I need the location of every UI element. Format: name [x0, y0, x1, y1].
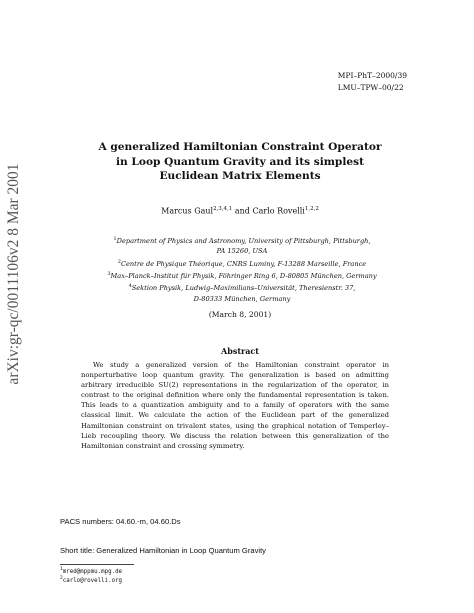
- report-number: MPI–PhT–2000/39: [337, 71, 407, 80]
- footnote-email[interactable]: carlo@rovelli.org: [62, 577, 123, 584]
- author-connector: and: [234, 206, 250, 216]
- affiliation-line: Max–Planck–Institut für Physik, Föhringer Ring 6, D-80805 München, Germany: [110, 272, 377, 281]
- affiliation-line: D-80333 München, Germany: [193, 294, 291, 303]
- title-line: Euclidean Matrix Elements: [159, 170, 321, 182]
- author-line: [60, 206, 420, 216]
- abstract-text: We study a generalized version of the Hamiltonian constraint operator in nonperturbative loop quantum gravity. The generalization is based on admitting arbitrary irreducible SU(2) representations in the regularization of the operator, in contrast to the original definition where only the fundamental representation is taken. This leads to a quantization ambiguity and to a family of operators with the same classical limit. We calculate the action of the Euclidean part of the generalized Hamiltonian constraint on trivalent states, using the graphical notation of Temperley–Lieb recoupling theory. We discuss the relation between this generalization of the Hamiltonian constraint and crossing symmetry.: [81, 361, 389, 450]
- report-number: LMU–TPW–00/22: [337, 82, 404, 92]
- footnote: [60, 576, 122, 584]
- author-name: Carlo Rovelli: [252, 206, 305, 216]
- footnote-mark: 1: [60, 567, 63, 572]
- affiliation: [92, 269, 392, 281]
- affiliation-line: Department of Physics and Astronomy, University of Pittsburgh, Pittsburgh,: [116, 237, 371, 246]
- author-affil-marks: 2,3,4,1: [213, 206, 233, 212]
- affiliation: [92, 234, 392, 246]
- author-name: Marcus Gaul: [161, 206, 214, 216]
- affiliation-line: PA 15260, USA: [216, 247, 268, 256]
- affiliation: [92, 257, 392, 269]
- report-numbers: [338, 70, 407, 93]
- title-line: in Loop Quantum Gravity and its simplest: [116, 155, 364, 168]
- footnote-mark: 2: [60, 576, 63, 581]
- footnote: [60, 567, 122, 575]
- affiliation: [92, 281, 392, 293]
- author-affil-marks: 1,2,2: [304, 206, 319, 212]
- short-title: Short title: Generalized Hamiltonian in Loop Quantum Gravity: [60, 546, 266, 555]
- footnote-email[interactable]: mred@mppmu.mpg.de: [62, 568, 123, 575]
- paper-date: (March 8, 2001): [208, 310, 272, 319]
- affiliation-line: Centre de Physique Théorique, CNRS Luminy, F-13288 Marseille, France: [120, 259, 367, 268]
- arxiv-sidebar-id: arXiv:gr-qc/0011106v2 8 Mar 2001: [5, 163, 22, 385]
- affiliation-mark: 2: [117, 258, 121, 265]
- title-line: A generalized Hamiltonian Constraint Operator: [98, 141, 382, 153]
- pacs-numbers: PACS numbers: 04.60.-m, 04.60.Ds: [60, 517, 181, 526]
- affiliation-line: Sektion Physik, Ludwig–Maximilians–Universität, Theresienstr. 37,: [131, 284, 356, 293]
- affiliation-mark: 4: [128, 283, 132, 290]
- footnote-rule: [60, 564, 134, 565]
- affiliation-mark: 3: [107, 270, 111, 277]
- affiliation-mark: 1: [113, 236, 117, 242]
- affiliations: [92, 234, 392, 304]
- paper-title: [60, 140, 420, 184]
- abstract-heading: Abstract: [221, 346, 259, 356]
